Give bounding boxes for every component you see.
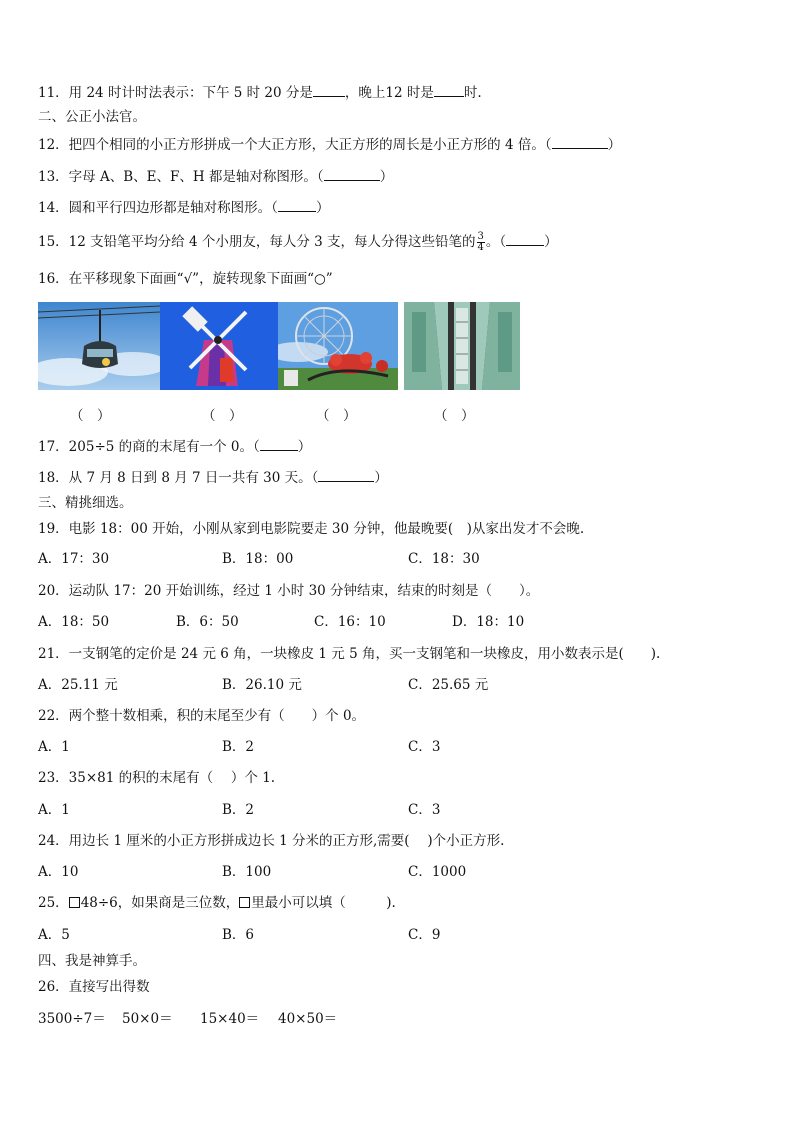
- option-b[interactable]: B．6: [222, 927, 255, 943]
- option-a[interactable]: A．10: [38, 864, 79, 880]
- question-26: 26．直接写出得数: [38, 979, 150, 995]
- option-b[interactable]: B．2: [222, 739, 255, 755]
- option-a[interactable]: A．1: [38, 802, 70, 818]
- question-19: 19．电影 18：00 开始，小刚从家到电影院要走 30 分钟，他最晚要( )从家出发才不会晚.: [38, 521, 585, 537]
- windmill-picture: [160, 302, 278, 390]
- answer-blank[interactable]: [324, 166, 380, 181]
- option-a[interactable]: A．5: [38, 927, 70, 943]
- option-c[interactable]: C．18：30: [408, 551, 480, 567]
- question-23: 23．35×81 的积的末尾有（ ）个 1.: [38, 770, 276, 786]
- question-22: 22．两个整十数相乘，积的末尾至少有（ ）个 0。: [38, 708, 366, 724]
- question-21: 21．一支钢笔的定价是 24 元 6 角，一块橡皮 1 元 5 角，买一支钢笔和一块橡皮，用小数表示是( ).: [38, 646, 661, 662]
- blank-box-icon: [69, 897, 80, 908]
- question-12: 12．把四个相同的小正方形拼成一个大正方形，大正方形的周长是小正方形的 4 倍。（ ）: [38, 134, 621, 154]
- calc-item: 40×50＝: [278, 1011, 338, 1027]
- answer-blank[interactable]: [434, 82, 464, 97]
- blank-box-icon: [239, 897, 250, 908]
- question-20: 20．运动队 17：20 开始训练，经过 1 小时 30 分钟结束，结束的时刻是（ ）。: [38, 583, 540, 599]
- option-c[interactable]: C．3: [408, 739, 441, 755]
- answer-paren-2[interactable]: （ ）: [202, 408, 243, 424]
- section-heading: 二、公正小法官。: [38, 109, 146, 125]
- section-heading: 三、精挑细选。: [38, 495, 133, 511]
- option-b[interactable]: B．2: [222, 802, 255, 818]
- answer-blank[interactable]: [260, 436, 298, 451]
- option-b[interactable]: B．6：50: [176, 614, 239, 630]
- option-a[interactable]: A．25.11 元: [38, 677, 118, 693]
- calc-item: 15×40＝: [200, 1011, 260, 1027]
- option-a[interactable]: A．18：50: [38, 614, 110, 630]
- option-c[interactable]: C．1000: [408, 864, 467, 880]
- question-17: 17．205÷5 的商的末尾有一个 0。（ ）: [38, 436, 311, 456]
- question-14: 14．圆和平行四边形都是轴对称图形。（ ）: [38, 197, 329, 217]
- question-25: 25． 48÷6，如果商是三位数， 里最小可以填（ ).: [38, 895, 396, 911]
- answer-paren-4[interactable]: （ ）: [434, 408, 475, 424]
- calc-item: 50×0＝: [122, 1011, 173, 1027]
- ferris-wheel-picture: [278, 302, 398, 390]
- escalator-picture: [404, 302, 520, 390]
- question-16: 16．在平移现象下面画“√”，旋转现象下面画“○”: [38, 271, 333, 287]
- cable-car-picture: [38, 302, 160, 390]
- question-13: 13．字母 A、B、E、F、H 都是轴对称图形。（ ）: [38, 166, 393, 186]
- answer-paren-1[interactable]: （ ）: [70, 408, 111, 424]
- question-24: 24．用边长 1 厘米的小正方形拼成边长 1 分米的正方形,需要( )个小正方形.: [38, 833, 505, 849]
- answer-blank[interactable]: [278, 197, 316, 212]
- option-b[interactable]: B．26.10 元: [222, 677, 302, 693]
- answer-blank[interactable]: [318, 467, 374, 482]
- option-b[interactable]: B．18：00: [222, 551, 294, 567]
- option-c[interactable]: C．16：10: [314, 614, 386, 630]
- question-11: 11．用 24 时计时法表示：下午 5 时 20 分是 ，晚上12 时是 时.: [38, 82, 482, 102]
- option-c[interactable]: C．9: [408, 927, 441, 943]
- section-heading: 四、我是神算手。: [38, 953, 146, 969]
- option-b[interactable]: B．100: [222, 864, 272, 880]
- option-c[interactable]: C．25.65 元: [408, 677, 489, 693]
- answer-blank[interactable]: [313, 82, 345, 97]
- answer-paren-3[interactable]: （ ）: [316, 408, 357, 424]
- option-c[interactable]: C．3: [408, 802, 441, 818]
- calc-item: 3500÷7＝: [38, 1011, 106, 1027]
- option-a[interactable]: A．17：30: [38, 551, 110, 567]
- fraction: $\frac{3}{4}$: [477, 231, 484, 253]
- option-a[interactable]: A．1: [38, 739, 70, 755]
- option-d[interactable]: D．18：10: [452, 614, 525, 630]
- question-15: 15．12 支铅笔平均分给 4 个小朋友，每人分 3 支，每人分得这些铅笔的 $\frac{3}{4}$ 。（ ）: [38, 231, 558, 253]
- picture-row: [38, 302, 520, 390]
- answer-blank[interactable]: [506, 231, 544, 246]
- question-18: 18．从 7 月 8 日到 8 月 7 日一共有 30 天。（ ）: [38, 467, 388, 487]
- answer-blank[interactable]: [552, 134, 608, 149]
